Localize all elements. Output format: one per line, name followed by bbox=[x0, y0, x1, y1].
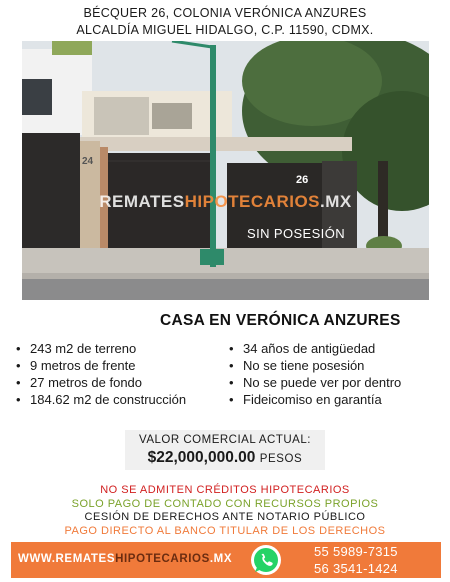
whatsapp-icon[interactable] bbox=[250, 544, 282, 576]
features-left bbox=[14, 340, 186, 408]
address-line-1: BÉCQUER 26, COLONIA VERÓNICA ANZURES bbox=[83, 6, 367, 20]
feature-item: • No se tiene posesión bbox=[227, 357, 401, 374]
property-photo bbox=[22, 41, 429, 300]
phone-2[interactable]: 56 3541-1424 bbox=[314, 561, 398, 576]
wall-number: 24 bbox=[82, 156, 94, 167]
price-label: VALOR COMERCIAL ACTUAL: bbox=[139, 434, 311, 446]
page-title: CASA EN VERÓNICA ANZURES bbox=[160, 312, 401, 329]
house-number: 26 bbox=[296, 174, 309, 186]
phone-1[interactable]: 55 5989-7315 bbox=[314, 544, 398, 559]
price-amount: $22,000,000.00 PESOS bbox=[147, 449, 303, 466]
footer-banner bbox=[11, 542, 441, 578]
condition-cash-only: SOLO PAGO DE CONTADO CON RECURSOS PROPIOS bbox=[71, 497, 379, 510]
condition-no-credit: NO SE ADMITEN CRÉDITOS HIPOTECARIOS bbox=[100, 484, 350, 496]
house-illustration bbox=[22, 41, 429, 300]
website-link[interactable]: WWW.REMATESHIPOTECARIOS.MX bbox=[18, 553, 233, 565]
feature-item: • 243 m2 de terreno bbox=[14, 340, 186, 357]
phone-numbers bbox=[314, 543, 398, 577]
price-box bbox=[125, 430, 325, 470]
status-label: SIN POSESIÓN bbox=[247, 226, 345, 241]
feature-item: • No se puede ver por dentro bbox=[227, 374, 401, 391]
feature-item: • Fideicomiso en garantía bbox=[227, 391, 401, 408]
feature-item: • 9 metros de frente bbox=[14, 357, 186, 374]
feature-item: • 34 años de antigüedad bbox=[227, 340, 401, 357]
feature-item: • 27 metros de fondo bbox=[14, 374, 186, 391]
condition-bank-payment: PAGO DIRECTO AL BANCO TITULAR DE LOS DERECHOS bbox=[64, 524, 386, 537]
features-right bbox=[227, 340, 401, 408]
feature-item: • 184.62 m2 de construcción bbox=[14, 391, 186, 408]
watermark: REMATESHIPOTECARIOS.MX bbox=[99, 192, 352, 211]
address-line-2: ALCALDÍA MIGUEL HIDALGO, C.P. 11590, CDMX. bbox=[76, 23, 374, 37]
condition-cession: CESIÓN DE DERECHOS ANTE NOTARIO PÚBLICO bbox=[84, 511, 366, 523]
header bbox=[0, 5, 450, 39]
conditions bbox=[0, 484, 450, 538]
price-currency: PESOS bbox=[259, 453, 303, 465]
